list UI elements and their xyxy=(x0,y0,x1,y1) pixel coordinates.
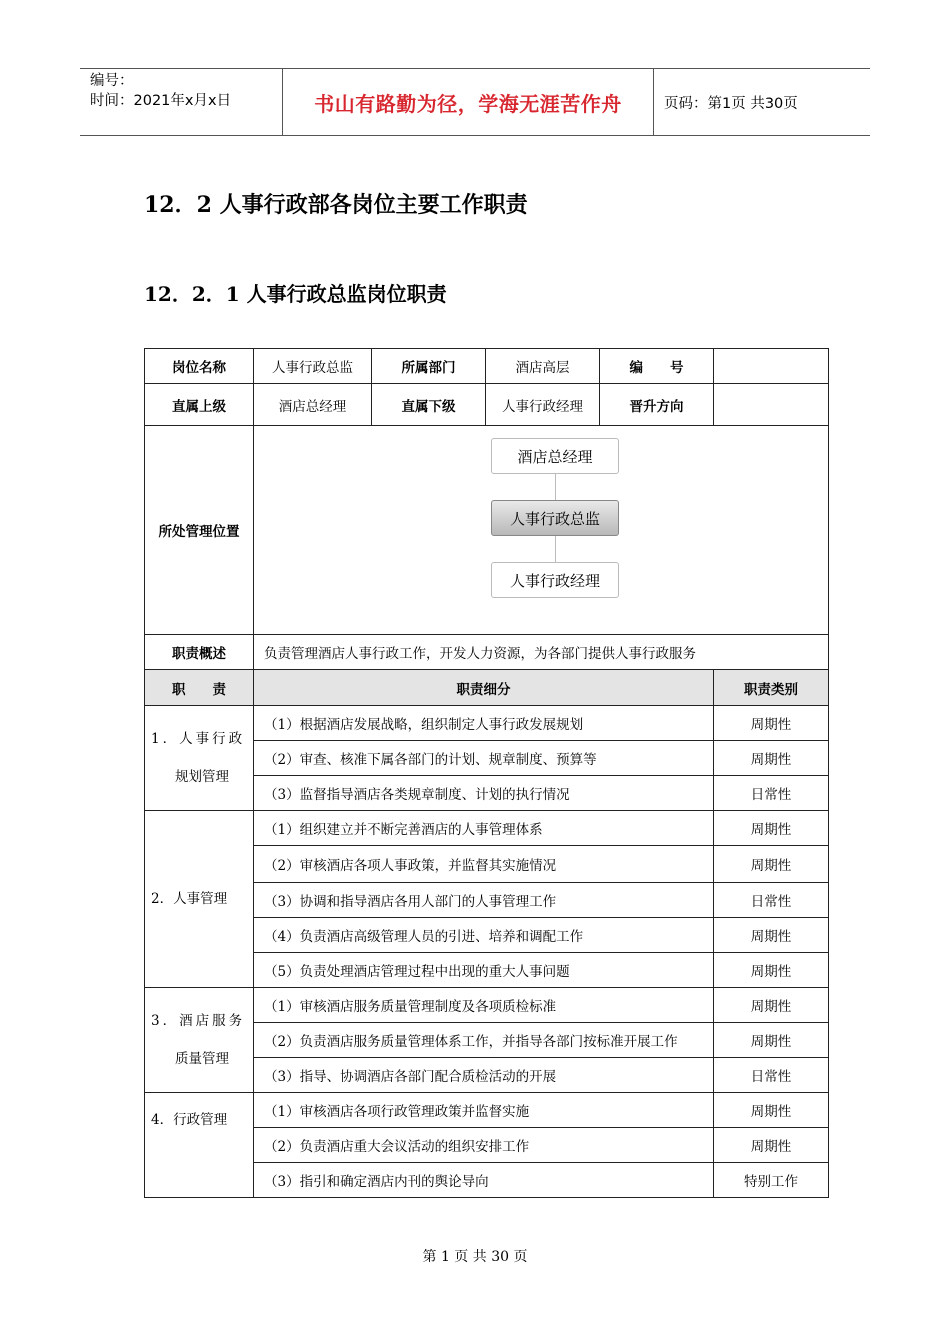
header-time: 时间：2021年x月x日 xyxy=(90,93,232,109)
superior-label: 直属上级 xyxy=(145,384,254,426)
header-number: 编号： xyxy=(90,73,134,89)
org-box-top: 酒店总经理 xyxy=(491,438,619,474)
duty-item-type: 周期性 xyxy=(714,1023,829,1058)
duty-item-type: 周期性 xyxy=(714,953,829,988)
duty-item-type: 周期性 xyxy=(714,846,829,883)
duty-category-line1: 2．人事管理 xyxy=(151,891,228,907)
duty-header-col2: 职责细分 xyxy=(254,670,714,706)
duty-category-line1: 1．人事行政 xyxy=(151,731,246,747)
summary-label: 职责概述 xyxy=(145,635,254,670)
duty-item-type: 周期性 xyxy=(714,706,829,741)
duty-category xyxy=(145,1093,254,1198)
duty-category-line1: 4．行政管理 xyxy=(151,1112,228,1128)
duty-item-text: （1）审核酒店各项行政管理政策并监督实施 xyxy=(254,1093,714,1128)
duty-item-text: （3）指引和确定酒店内刊的舆论导向 xyxy=(254,1163,714,1198)
header-page-info: 页码：第1页 共30页 xyxy=(664,95,798,112)
duty-header-row xyxy=(145,670,829,706)
duty-item-text: （4）负责酒店高级管理人员的引进、培养和调配工作 xyxy=(254,918,714,953)
table-row xyxy=(145,706,829,741)
table-row xyxy=(145,811,829,846)
duty-item-text: （5）负责处理酒店管理过程中出现的重大人事问题 xyxy=(254,953,714,988)
duty-item-text: （3）监督指导酒店各类规章制度、计划的执行情况 xyxy=(254,776,714,811)
header-motto: 书山有路勤为径，学海无涯苦作舟 xyxy=(314,91,622,116)
duty-item-type: 日常性 xyxy=(714,1058,829,1093)
dept-label: 所属部门 xyxy=(372,349,486,384)
subordinate-label: 直属下级 xyxy=(372,384,486,426)
header-motto-cell xyxy=(282,69,654,135)
duty-item-text: （2）负责酒店重大会议活动的组织安排工作 xyxy=(254,1128,714,1163)
code-label: 编 号 xyxy=(600,349,714,384)
promotion-value xyxy=(714,384,829,426)
duty-item-type: 特别工作 xyxy=(714,1163,829,1198)
promotion-label: 晋升方向 xyxy=(600,384,714,426)
duty-category-line2: 质量管理 xyxy=(175,1051,229,1067)
org-row xyxy=(145,426,829,635)
duty-item-text: （3）协调和指导酒店各用人部门的人事管理工作 xyxy=(254,883,714,918)
org-label: 所处管理位置 xyxy=(145,426,254,635)
duty-item-type: 周期性 xyxy=(714,811,829,846)
table-row xyxy=(145,988,829,1023)
duty-item-type: 周期性 xyxy=(714,918,829,953)
subsection-title: 12．2．1 人事行政总监岗位职责 xyxy=(144,282,447,306)
duty-item-type: 日常性 xyxy=(714,883,829,918)
org-chart-cell xyxy=(254,426,829,635)
duty-item-text: （2）负责酒店服务质量管理体系工作，并指导各部门按标准开展工作 xyxy=(254,1023,714,1058)
duty-item-type: 日常性 xyxy=(714,776,829,811)
org-connector-top xyxy=(555,474,556,500)
duty-category-line2: 规划管理 xyxy=(175,769,229,785)
duty-item-text: （3）指导、协调酒店各部门配合质检活动的开展 xyxy=(254,1058,714,1093)
duty-item-type: 周期性 xyxy=(714,1093,829,1128)
info-row-1 xyxy=(145,349,829,384)
superior-value: 酒店总经理 xyxy=(254,384,372,426)
code-value xyxy=(714,349,829,384)
summary-row xyxy=(145,635,829,670)
duty-category xyxy=(145,811,254,988)
org-connector-bottom xyxy=(555,536,556,562)
info-row-2 xyxy=(145,384,829,426)
subordinate-value: 人事行政经理 xyxy=(486,384,600,426)
duty-category xyxy=(145,988,254,1093)
duty-item-type: 周期性 xyxy=(714,741,829,776)
post-name-label: 岗位名称 xyxy=(145,349,254,384)
duty-item-type: 周期性 xyxy=(714,988,829,1023)
duty-item-text: （1）组织建立并不断完善酒店的人事管理体系 xyxy=(254,811,714,846)
duty-item-text: （1）审核酒店服务质量管理制度及各项质检标准 xyxy=(254,988,714,1023)
duty-header-col1: 职 责 xyxy=(145,670,254,706)
dept-value: 酒店高层 xyxy=(486,349,600,384)
page-footer: 第 1 页 共 30 页 xyxy=(422,1249,528,1265)
job-description-table xyxy=(144,348,829,1198)
duty-category-line1: 3．酒店服务 xyxy=(151,1013,246,1029)
post-name-value: 人事行政总监 xyxy=(254,349,372,384)
duty-header-col3: 职责类别 xyxy=(714,670,829,706)
duty-item-text: （2）审查、核准下属各部门的计划、规章制度、预算等 xyxy=(254,741,714,776)
duty-item-text: （2）审核酒店各项人事政策，并监督其实施情况 xyxy=(254,846,714,883)
summary-text: 负责管理酒店人事行政工作，开发人力资源，为各部门提供人事行政服务 xyxy=(254,635,829,670)
duty-category xyxy=(145,706,254,811)
org-chart xyxy=(254,426,828,634)
duty-item-type: 周期性 xyxy=(714,1128,829,1163)
org-box-current: 人事行政总监 xyxy=(491,500,619,536)
table-row xyxy=(145,1093,829,1128)
header-meta xyxy=(80,69,282,135)
section-title: 12．2 人事行政部各岗位主要工作职责 xyxy=(144,192,528,218)
org-box-bottom: 人事行政经理 xyxy=(491,562,619,598)
page-header xyxy=(80,68,870,136)
duty-item-text: （1）根据酒店发展战略，组织制定人事行政发展规划 xyxy=(254,706,714,741)
